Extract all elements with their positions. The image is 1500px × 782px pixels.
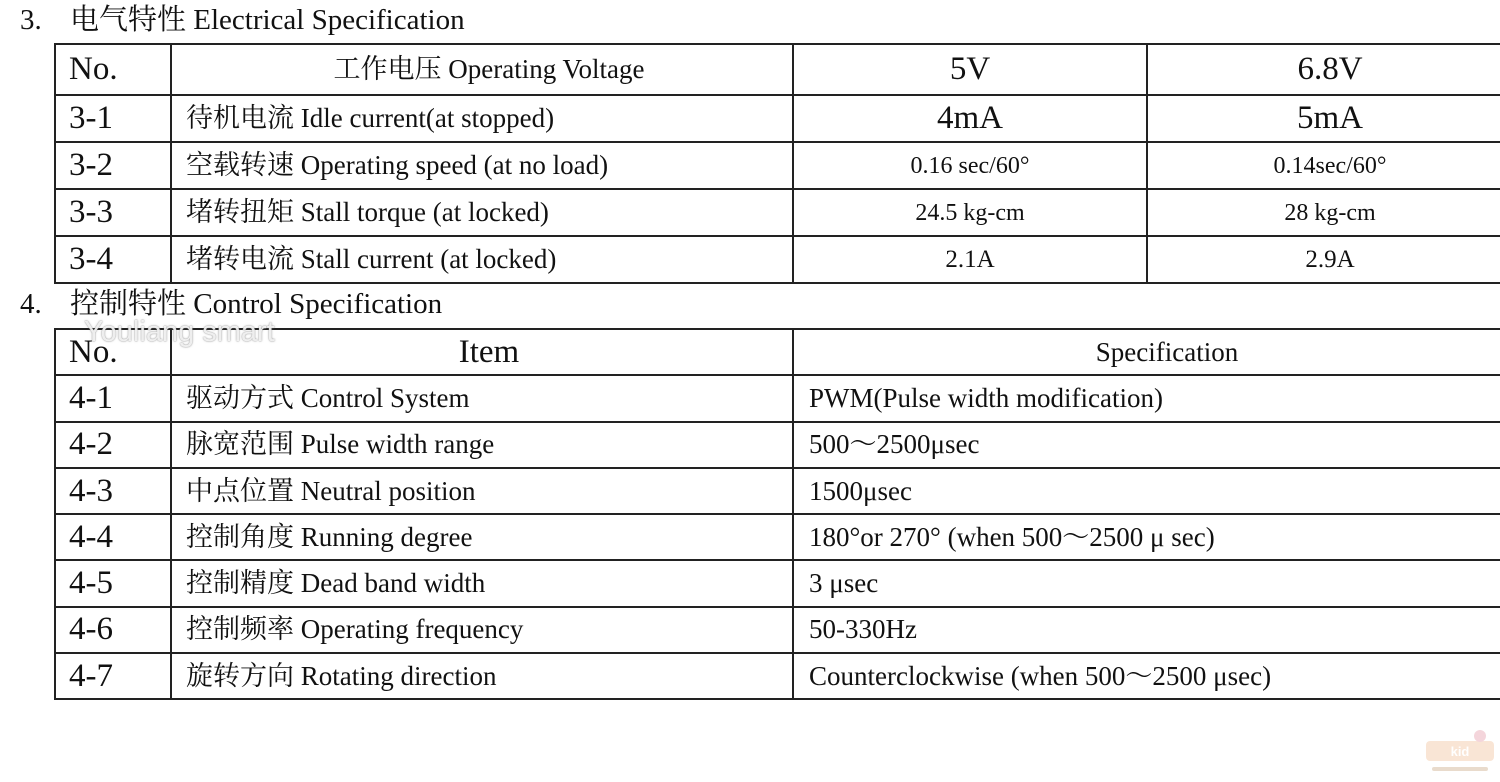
row-no: 4-4: [55, 514, 171, 560]
row-item: 旋转方向 Rotating direction: [171, 653, 793, 699]
row-item: 空载转速 Operating speed (at no load): [171, 142, 793, 189]
row-no: 3-3: [55, 189, 171, 236]
corner-logo-text: kid: [1450, 744, 1470, 759]
table-row: [55, 375, 1500, 421]
row-no: 4-5: [55, 560, 171, 606]
row-specification: PWM(Pulse width modification): [793, 375, 1500, 421]
table-row: [55, 514, 1500, 560]
row-no: 4-2: [55, 422, 171, 468]
table-header-row: [55, 329, 1500, 375]
row-value-5v: 2.1A: [793, 236, 1147, 283]
table-row: [55, 607, 1500, 653]
row-value-6-8v: 0.14sec/60°: [1147, 142, 1500, 189]
row-value-6-8v: 28 kg-cm: [1147, 189, 1500, 236]
row-value-5v: 4mA: [793, 95, 1147, 142]
header-specification: Specification: [793, 329, 1500, 375]
table-header-row: [55, 44, 1500, 95]
header-item: Item: [171, 329, 793, 375]
section-3-title: 电气特性 Electrical Specification: [70, 4, 465, 36]
row-no: 4-7: [55, 653, 171, 699]
row-item: 待机电流 Idle current(at stopped): [171, 95, 793, 142]
section-4-title: 控制特性 Control Specification: [70, 288, 443, 320]
row-item: 脉宽范围 Pulse width range: [171, 422, 793, 468]
row-item: 中点位置 Neutral position: [171, 468, 793, 514]
row-value-5v: 24.5 kg-cm: [793, 189, 1147, 236]
row-specification: Counterclockwise (when 500～2500 μsec): [793, 653, 1500, 699]
row-no: 4-1: [55, 375, 171, 421]
table-row: [55, 653, 1500, 699]
table-row: [55, 560, 1500, 606]
row-value-6-8v: 5mA: [1147, 95, 1500, 142]
table-row: [55, 189, 1500, 236]
row-item: 控制频率 Operating frequency: [171, 607, 793, 653]
section-3-heading: [20, 6, 465, 35]
row-item: 控制角度 Running degree: [171, 514, 793, 560]
header-no: No.: [55, 329, 171, 375]
section-3-number: 3.: [20, 4, 42, 36]
row-value-5v: 0.16 sec/60°: [793, 142, 1147, 189]
section-4-heading: [20, 290, 442, 319]
row-item: 堵转扭矩 Stall torque (at locked): [171, 189, 793, 236]
header-6-8v: 6.8V: [1147, 44, 1500, 95]
row-no: 3-2: [55, 142, 171, 189]
table-row: [55, 142, 1500, 189]
header-operating-voltage: 工作电压 Operating Voltage: [171, 44, 793, 95]
table-row: [55, 236, 1500, 283]
corner-logo-icon: [1424, 727, 1496, 777]
row-specification: 500～2500μsec: [793, 422, 1500, 468]
row-item: 堵转电流 Stall current (at locked): [171, 236, 793, 283]
row-item: 控制精度 Dead band width: [171, 560, 793, 606]
row-value-6-8v: 2.9A: [1147, 236, 1500, 283]
row-no: 3-4: [55, 236, 171, 283]
row-specification: 1500μsec: [793, 468, 1500, 514]
section-4-number: 4.: [20, 288, 42, 320]
watermark: Youliang smart: [84, 316, 275, 348]
row-no: 4-6: [55, 607, 171, 653]
table-row: [55, 422, 1500, 468]
row-specification: 50-330Hz: [793, 607, 1500, 653]
control-spec-table: [54, 328, 1500, 700]
table-row: [55, 468, 1500, 514]
electrical-spec-table: [54, 43, 1500, 284]
table-row: [55, 95, 1500, 142]
row-no: 3-1: [55, 95, 171, 142]
header-no: No.: [55, 44, 171, 95]
row-specification: 3 μsec: [793, 560, 1500, 606]
row-item: 驱动方式 Control System: [171, 375, 793, 421]
header-5v: 5V: [793, 44, 1147, 95]
row-specification: 180°or 270° (when 500～2500 μ sec): [793, 514, 1500, 560]
row-no: 4-3: [55, 468, 171, 514]
